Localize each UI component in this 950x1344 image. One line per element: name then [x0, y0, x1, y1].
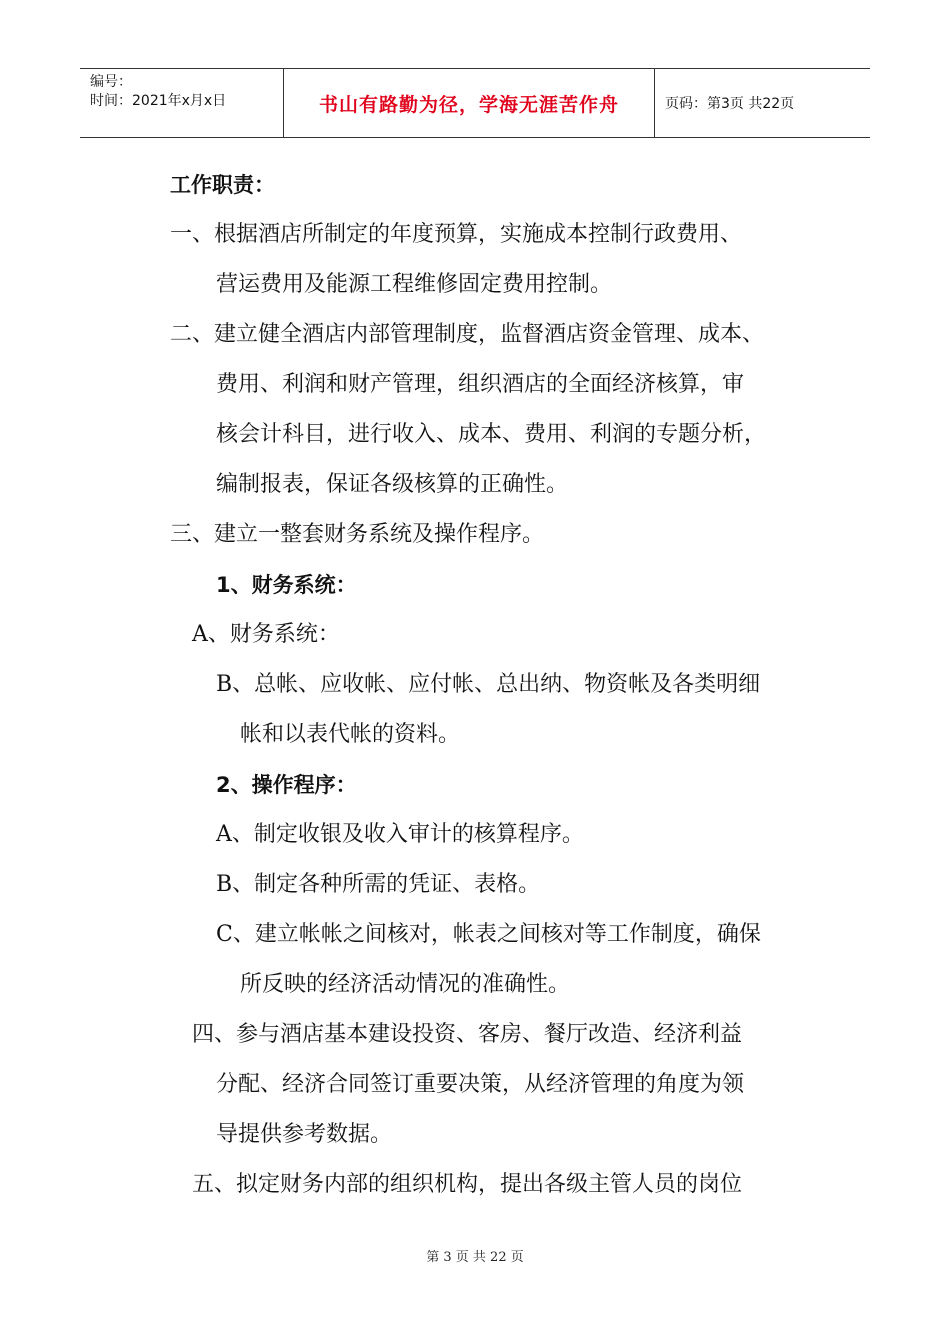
- header-meta: [80, 69, 283, 137]
- paragraph-5: 五、拟定财务内部的组织机构，提出各级主管人员的岗位: [192, 1172, 743, 1197]
- item-c-line: 所反映的经济活动情况的准确性。: [240, 972, 571, 997]
- paragraph-2-line: 编制报表，保证各级核算的正确性。: [216, 472, 569, 497]
- subsection-1-item-a: A、财务系统：: [192, 622, 340, 647]
- section-title: 工作职责：: [170, 173, 275, 197]
- subsection-2-item-c: [216, 910, 761, 1010]
- subsection-2-item-b: B、制定各种所需的凭证、表格。: [216, 872, 541, 897]
- subsection-1-item-b: [216, 660, 760, 760]
- item-b-line: B、总帐、应收帐、应付帐、总出纳、物资帐及各类明细: [216, 672, 761, 697]
- header-motto: 书山有路勤为径，学海无涯苦作舟: [283, 69, 655, 137]
- paragraph-1: [170, 210, 742, 310]
- paragraph-2: [170, 310, 766, 510]
- paragraph-3: 三、建立一整套财务系统及操作程序。: [170, 522, 545, 547]
- paragraph-2-line: 核会计科目，进行收入、成本、费用、利润的专题分析，: [216, 422, 767, 447]
- paragraph-4-line: 分配、经济合同签订重要决策，从经济管理的角度为领: [216, 1072, 745, 1097]
- page-footer: 第 3 页 共 22 页: [426, 1250, 524, 1265]
- header-page-label: 页码：第3页 共22页: [665, 96, 795, 112]
- paragraph-4-line: 四、参与酒店基本建设投资、客房、餐厅改造、经济利益: [192, 1022, 743, 1047]
- paragraph-2-line: 二、建立健全酒店内部管理制度，监督酒店资金管理、成本、: [170, 322, 765, 347]
- subsection-2-item-a: A、制定收银及收入审计的核算程序。: [216, 822, 584, 847]
- subsection-2-title: 2、操作程序：: [216, 773, 357, 797]
- time-label: 时间：2021年x月x日: [90, 93, 227, 109]
- paragraph-4: [192, 1010, 744, 1160]
- number-label: 编号：: [90, 74, 132, 90]
- paragraph-4-line: 导提供参考数据。: [216, 1122, 393, 1147]
- paragraph-2-line: 费用、利润和财产管理，组织酒店的全面经济核算，审: [216, 372, 745, 397]
- page-header: [80, 68, 870, 138]
- item-c-line: C、建立帐帐之间核对，帐表之间核对等工作制度，确保: [216, 922, 761, 947]
- paragraph-1-line: 一、根据酒店所制定的年度预算，实施成本控制行政费用、: [170, 222, 743, 247]
- subsection-1-title: 1、财务系统：: [216, 573, 357, 597]
- paragraph-1-line: 营运费用及能源工程维修固定费用控制。: [216, 272, 613, 297]
- item-b-line: 帐和以表代帐的资料。: [240, 722, 461, 747]
